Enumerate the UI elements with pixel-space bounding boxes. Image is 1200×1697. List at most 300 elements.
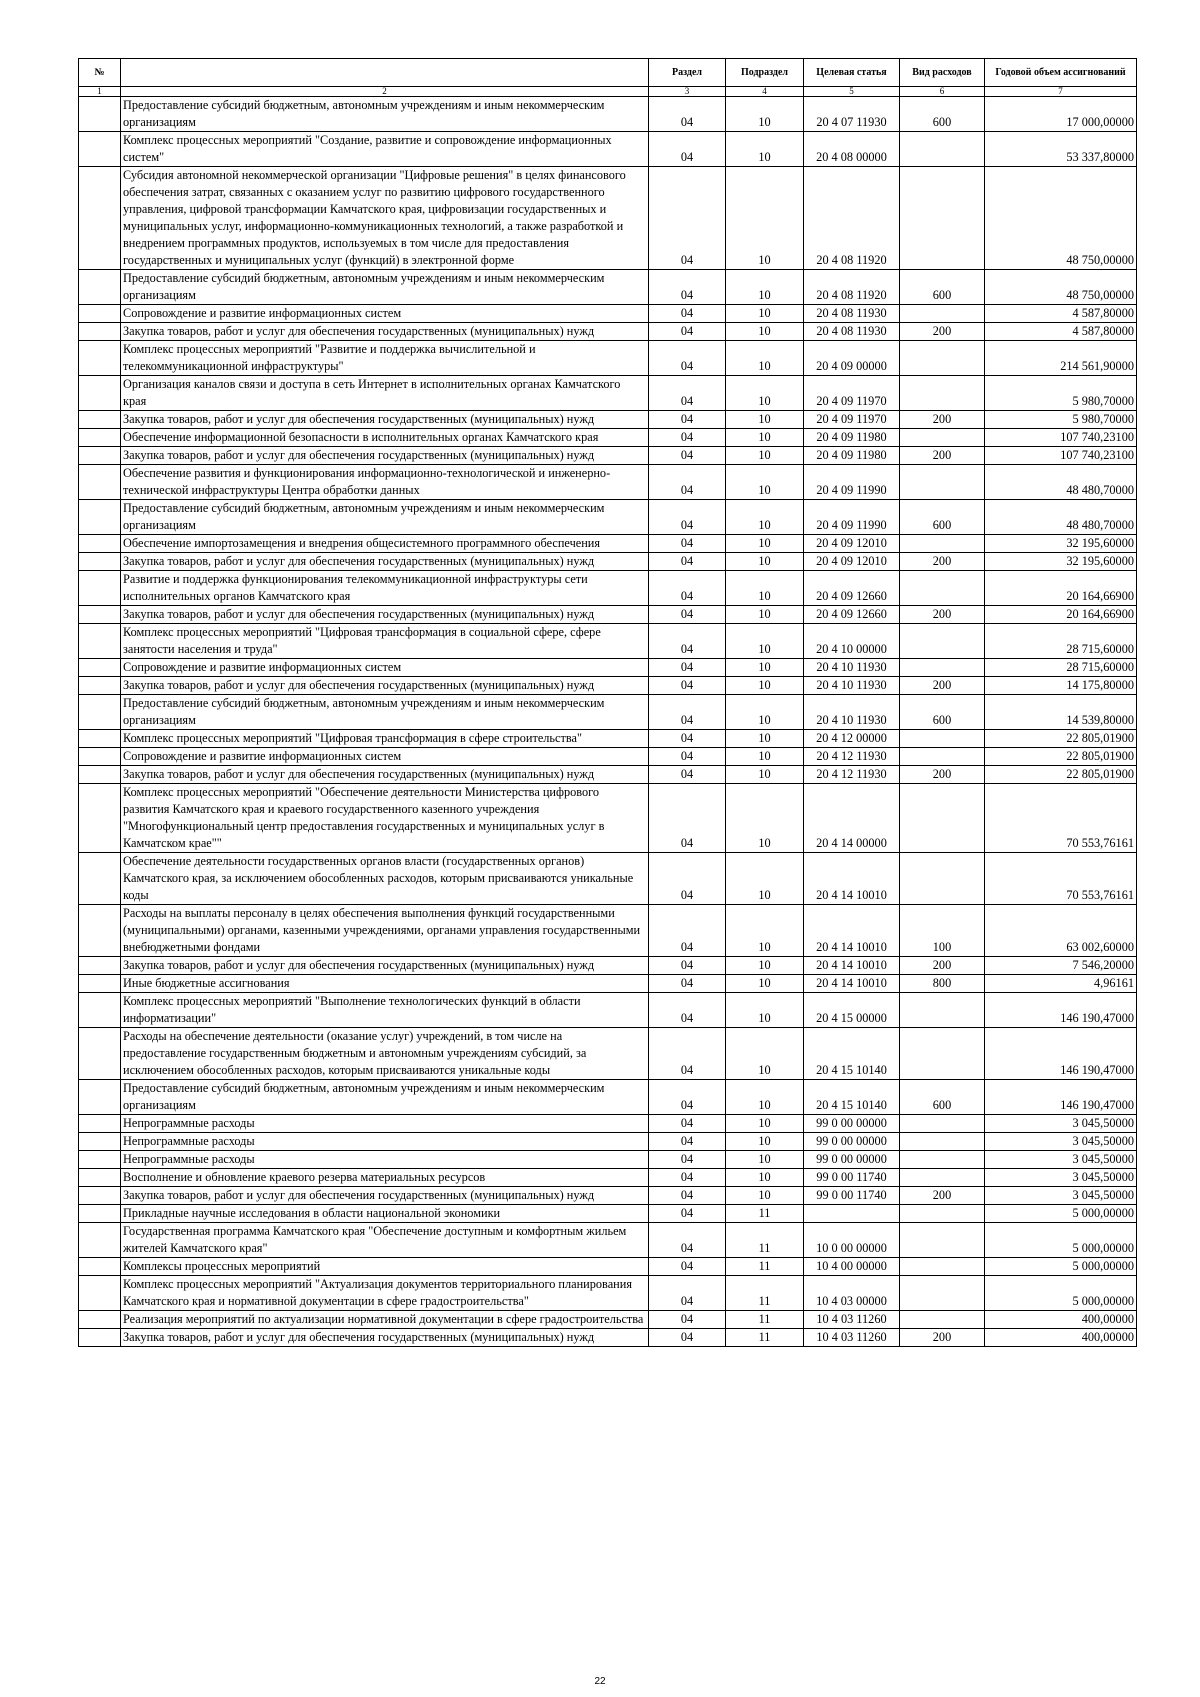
row-razdel-cell: 04 <box>649 1151 726 1169</box>
row-razdel-cell: 04 <box>649 132 726 167</box>
row-amount-cell: 3 045,50000 <box>985 1151 1137 1169</box>
row-number-cell <box>79 1329 121 1347</box>
row-razdel-cell: 04 <box>649 766 726 784</box>
row-razdel-cell: 04 <box>649 993 726 1028</box>
table-row <box>79 305 1137 323</box>
row-article-cell: 20 4 09 11970 <box>804 411 900 429</box>
row-article-cell: 20 4 07 11930 <box>804 97 900 132</box>
table-row <box>79 695 1137 730</box>
row-vid-cell: 200 <box>900 957 985 975</box>
table-row <box>79 1258 1137 1276</box>
table-row <box>79 1329 1137 1347</box>
row-vid-cell <box>900 465 985 500</box>
row-podrazdel-cell: 10 <box>726 1187 804 1205</box>
row-razdel-cell: 04 <box>649 465 726 500</box>
header-podrazdel: Подраздел <box>726 59 804 87</box>
row-vid-cell <box>900 376 985 411</box>
row-name-cell: Комплекс процессных мероприятий "Актуализация документов территориального планирования Камчатского края и нормативной документации в сфере градостроительства" <box>121 1276 649 1311</box>
header-article: Целевая статья <box>804 59 900 87</box>
row-vid-cell: 800 <box>900 975 985 993</box>
row-podrazdel-cell: 10 <box>726 784 804 853</box>
row-article-cell: 20 4 14 10010 <box>804 905 900 957</box>
row-amount-cell: 22 805,01900 <box>985 748 1137 766</box>
row-name-cell: Комплекс процессных мероприятий "Выполнение технологических функций в области информатизации" <box>121 993 649 1028</box>
row-article-cell: 20 4 09 12660 <box>804 606 900 624</box>
row-number-cell <box>79 1311 121 1329</box>
row-vid-cell <box>900 748 985 766</box>
row-name-cell: Комплексы процессных мероприятий <box>121 1258 649 1276</box>
row-podrazdel-cell: 10 <box>726 341 804 376</box>
table-row <box>79 1169 1137 1187</box>
row-podrazdel-cell: 11 <box>726 1205 804 1223</box>
row-amount-cell: 22 805,01900 <box>985 766 1137 784</box>
table-row <box>79 447 1137 465</box>
row-razdel-cell: 04 <box>649 1080 726 1115</box>
row-amount-cell: 17 000,00000 <box>985 97 1137 132</box>
row-vid-cell <box>900 1151 985 1169</box>
row-number-cell <box>79 167 121 270</box>
column-number-row <box>79 87 1137 97</box>
row-article-cell: 20 4 14 10010 <box>804 957 900 975</box>
row-number-cell <box>79 447 121 465</box>
row-podrazdel-cell: 10 <box>726 167 804 270</box>
row-article-cell: 99 0 00 11740 <box>804 1187 900 1205</box>
row-podrazdel-cell: 10 <box>726 957 804 975</box>
row-number-cell <box>79 1080 121 1115</box>
header-number: № <box>79 59 121 87</box>
row-name-cell: Закупка товаров, работ и услуг для обеспечения государственных (муниципальных) нужд <box>121 957 649 975</box>
row-razdel-cell: 04 <box>649 1329 726 1347</box>
table-row <box>79 132 1137 167</box>
table-row <box>79 606 1137 624</box>
table-row <box>79 1205 1137 1223</box>
row-podrazdel-cell: 10 <box>726 659 804 677</box>
table-row <box>79 659 1137 677</box>
row-number-cell <box>79 500 121 535</box>
row-number-cell <box>79 957 121 975</box>
row-name-cell: Обеспечение информационной безопасности в исполнительных органах Камчатского края <box>121 429 649 447</box>
row-vid-cell: 600 <box>900 97 985 132</box>
row-vid-cell: 600 <box>900 500 985 535</box>
row-razdel-cell: 04 <box>649 1276 726 1311</box>
row-amount-cell: 22 805,01900 <box>985 730 1137 748</box>
row-number-cell <box>79 535 121 553</box>
row-article-cell: 99 0 00 00000 <box>804 1133 900 1151</box>
row-name-cell: Закупка товаров, работ и услуг для обеспечения государственных (муниципальных) нужд <box>121 447 649 465</box>
table-row <box>79 853 1137 905</box>
table-row <box>79 1276 1137 1311</box>
row-article-cell: 20 4 14 00000 <box>804 784 900 853</box>
row-podrazdel-cell: 10 <box>726 993 804 1028</box>
row-vid-cell <box>900 624 985 659</box>
row-vid-cell <box>900 341 985 376</box>
row-vid-cell: 200 <box>900 1187 985 1205</box>
row-razdel-cell: 04 <box>649 429 726 447</box>
row-name-cell: Реализация мероприятий по актуализации нормативной документации в сфере градостроительства <box>121 1311 649 1329</box>
row-article-cell: 20 4 12 11930 <box>804 766 900 784</box>
table-row <box>79 730 1137 748</box>
row-article-cell: 99 0 00 11740 <box>804 1169 900 1187</box>
row-podrazdel-cell: 10 <box>726 305 804 323</box>
row-podrazdel-cell: 10 <box>726 500 804 535</box>
table-row <box>79 784 1137 853</box>
row-article-cell: 20 4 09 12660 <box>804 571 900 606</box>
row-vid-cell <box>900 429 985 447</box>
row-number-cell <box>79 341 121 376</box>
row-podrazdel-cell: 10 <box>726 766 804 784</box>
row-number-cell <box>79 853 121 905</box>
row-podrazdel-cell: 10 <box>726 975 804 993</box>
row-podrazdel-cell: 10 <box>726 730 804 748</box>
row-number-cell <box>79 784 121 853</box>
row-podrazdel-cell: 10 <box>726 376 804 411</box>
row-article-cell: 20 4 15 10140 <box>804 1080 900 1115</box>
row-podrazdel-cell: 11 <box>726 1311 804 1329</box>
row-article-cell: 20 4 09 12010 <box>804 535 900 553</box>
row-razdel-cell: 04 <box>649 1311 726 1329</box>
row-name-cell: Закупка товаров, работ и услуг для обеспечения государственных (муниципальных) нужд <box>121 411 649 429</box>
row-razdel-cell: 04 <box>649 1028 726 1080</box>
row-amount-cell: 14 539,80000 <box>985 695 1137 730</box>
row-razdel-cell: 04 <box>649 535 726 553</box>
row-name-cell: Прикладные научные исследования в области национальной экономики <box>121 1205 649 1223</box>
table-row <box>79 535 1137 553</box>
row-name-cell: Закупка товаров, работ и услуг для обеспечения государственных (муниципальных) нужд <box>121 677 649 695</box>
row-number-cell <box>79 695 121 730</box>
row-name-cell: Комплекс процессных мероприятий "Развитие и поддержка вычислительной и телекоммуникационной инфраструктуры" <box>121 341 649 376</box>
row-razdel-cell: 04 <box>649 730 726 748</box>
row-article-cell: 10 4 03 00000 <box>804 1276 900 1311</box>
row-name-cell: Непрограммные расходы <box>121 1133 649 1151</box>
table-body <box>79 97 1137 1347</box>
row-podrazdel-cell: 10 <box>726 1080 804 1115</box>
row-number-cell <box>79 323 121 341</box>
row-amount-cell: 146 190,47000 <box>985 1028 1137 1080</box>
row-amount-cell: 3 045,50000 <box>985 1115 1137 1133</box>
row-razdel-cell: 04 <box>649 376 726 411</box>
row-article-cell: 20 4 12 11930 <box>804 748 900 766</box>
row-name-cell: Восполнение и обновление краевого резерва материальных ресурсов <box>121 1169 649 1187</box>
row-vid-cell: 200 <box>900 766 985 784</box>
row-amount-cell: 14 175,80000 <box>985 677 1137 695</box>
row-vid-cell: 200 <box>900 411 985 429</box>
header-vid: Вид расходов <box>900 59 985 87</box>
row-podrazdel-cell: 10 <box>726 624 804 659</box>
row-number-cell <box>79 766 121 784</box>
row-amount-cell: 48 480,70000 <box>985 465 1137 500</box>
row-name-cell: Сопровождение и развитие информационных систем <box>121 659 649 677</box>
row-number-cell <box>79 411 121 429</box>
row-razdel-cell: 04 <box>649 748 726 766</box>
table-row <box>79 1080 1137 1115</box>
row-razdel-cell: 04 <box>649 500 726 535</box>
column-number: 7 <box>985 87 1137 97</box>
table-row <box>79 500 1137 535</box>
row-razdel-cell: 04 <box>649 1133 726 1151</box>
row-podrazdel-cell: 10 <box>726 1133 804 1151</box>
row-number-cell <box>79 571 121 606</box>
row-article-cell <box>804 1205 900 1223</box>
row-razdel-cell: 04 <box>649 784 726 853</box>
row-razdel-cell: 04 <box>649 553 726 571</box>
row-podrazdel-cell: 10 <box>726 1151 804 1169</box>
row-podrazdel-cell: 10 <box>726 1169 804 1187</box>
row-razdel-cell: 04 <box>649 270 726 305</box>
table-row <box>79 323 1137 341</box>
row-razdel-cell: 04 <box>649 1258 726 1276</box>
row-article-cell: 20 4 10 00000 <box>804 624 900 659</box>
row-number-cell <box>79 659 121 677</box>
row-amount-cell: 5 980,70000 <box>985 411 1137 429</box>
row-vid-cell <box>900 1205 985 1223</box>
row-article-cell: 20 4 15 00000 <box>804 993 900 1028</box>
row-vid-cell: 200 <box>900 606 985 624</box>
row-amount-cell: 5 980,70000 <box>985 376 1137 411</box>
row-vid-cell <box>900 1276 985 1311</box>
row-amount-cell: 400,00000 <box>985 1329 1137 1347</box>
row-podrazdel-cell: 10 <box>726 411 804 429</box>
row-amount-cell: 7 546,20000 <box>985 957 1137 975</box>
row-name-cell: Предоставление субсидий бюджетным, автономным учреждениям и иным некоммерческим организациям <box>121 695 649 730</box>
row-article-cell: 20 4 12 00000 <box>804 730 900 748</box>
row-name-cell: Комплекс процессных мероприятий "Обеспечение деятельности Министерства цифрового развития Камчатского края и краевого государственного казенного учреждения "Многофункциональный центр предоставления государственных и муниципальных услуг в Камчатском крае"" <box>121 784 649 853</box>
row-vid-cell: 600 <box>900 1080 985 1115</box>
row-article-cell: 20 4 09 11990 <box>804 465 900 500</box>
header-name <box>121 59 649 87</box>
row-number-cell <box>79 624 121 659</box>
table-row <box>79 1223 1137 1258</box>
row-article-cell: 20 4 09 00000 <box>804 341 900 376</box>
row-podrazdel-cell: 10 <box>726 695 804 730</box>
row-razdel-cell: 04 <box>649 1169 726 1187</box>
row-article-cell: 20 4 09 11970 <box>804 376 900 411</box>
row-amount-cell: 5 000,00000 <box>985 1276 1137 1311</box>
table-row <box>79 571 1137 606</box>
table-row <box>79 905 1137 957</box>
table-row <box>79 429 1137 447</box>
header-row <box>79 59 1137 87</box>
table-row <box>79 975 1137 993</box>
table-row <box>79 411 1137 429</box>
row-podrazdel-cell: 10 <box>726 853 804 905</box>
row-amount-cell: 5 000,00000 <box>985 1205 1137 1223</box>
budget-table <box>78 58 1137 1347</box>
row-razdel-cell: 04 <box>649 1187 726 1205</box>
row-number-cell <box>79 1115 121 1133</box>
row-amount-cell: 5 000,00000 <box>985 1258 1137 1276</box>
row-amount-cell: 107 740,23100 <box>985 447 1137 465</box>
row-name-cell: Комплекс процессных мероприятий "Создание, развитие и сопровождение информационных систем" <box>121 132 649 167</box>
row-name-cell: Закупка товаров, работ и услуг для обеспечения государственных (муниципальных) нужд <box>121 1329 649 1347</box>
row-razdel-cell: 04 <box>649 695 726 730</box>
row-name-cell: Организация каналов связи и доступа в сеть Интернет в исполнительных органах Камчатского края <box>121 376 649 411</box>
row-number-cell <box>79 1276 121 1311</box>
row-article-cell: 10 0 00 00000 <box>804 1223 900 1258</box>
row-razdel-cell: 04 <box>649 97 726 132</box>
row-article-cell: 20 4 09 11990 <box>804 500 900 535</box>
row-number-cell <box>79 1028 121 1080</box>
row-vid-cell <box>900 1223 985 1258</box>
row-article-cell: 20 4 08 11920 <box>804 167 900 270</box>
table-row <box>79 993 1137 1028</box>
table-row <box>79 624 1137 659</box>
row-podrazdel-cell: 10 <box>726 677 804 695</box>
row-amount-cell: 48 480,70000 <box>985 500 1137 535</box>
row-vid-cell: 200 <box>900 677 985 695</box>
row-number-cell <box>79 1205 121 1223</box>
table-row <box>79 1151 1137 1169</box>
table-row <box>79 270 1137 305</box>
row-vid-cell: 200 <box>900 323 985 341</box>
row-amount-cell: 32 195,60000 <box>985 553 1137 571</box>
row-razdel-cell: 04 <box>649 571 726 606</box>
row-article-cell: 20 4 08 11930 <box>804 323 900 341</box>
row-amount-cell: 70 553,76161 <box>985 784 1137 853</box>
page-number: 22 <box>594 1676 606 1687</box>
table-row <box>79 341 1137 376</box>
row-name-cell: Обеспечение импортозамещения и внедрения общесистемного программного обеспечения <box>121 535 649 553</box>
row-article-cell: 20 4 10 11930 <box>804 677 900 695</box>
row-name-cell: Сопровождение и развитие информационных систем <box>121 748 649 766</box>
row-amount-cell: 32 195,60000 <box>985 535 1137 553</box>
header-razdel: Раздел <box>649 59 726 87</box>
row-vid-cell: 200 <box>900 553 985 571</box>
row-vid-cell: 600 <box>900 270 985 305</box>
row-number-cell <box>79 429 121 447</box>
table-row <box>79 766 1137 784</box>
row-vid-cell <box>900 1028 985 1080</box>
row-amount-cell: 5 000,00000 <box>985 1223 1137 1258</box>
row-number-cell <box>79 677 121 695</box>
row-podrazdel-cell: 10 <box>726 748 804 766</box>
column-number: 2 <box>121 87 649 97</box>
row-article-cell: 20 4 10 11930 <box>804 659 900 677</box>
row-number-cell <box>79 553 121 571</box>
row-number-cell <box>79 376 121 411</box>
row-razdel-cell: 04 <box>649 447 726 465</box>
row-name-cell: Закупка товаров, работ и услуг для обеспечения государственных (муниципальных) нужд <box>121 766 649 784</box>
row-amount-cell: 63 002,60000 <box>985 905 1137 957</box>
row-razdel-cell: 04 <box>649 905 726 957</box>
row-amount-cell: 48 750,00000 <box>985 167 1137 270</box>
row-razdel-cell: 04 <box>649 975 726 993</box>
row-podrazdel-cell: 10 <box>726 323 804 341</box>
row-podrazdel-cell: 10 <box>726 1028 804 1080</box>
row-article-cell: 20 4 08 11930 <box>804 305 900 323</box>
row-podrazdel-cell: 10 <box>726 571 804 606</box>
row-name-cell: Обеспечение деятельности государственных органов власти (государственных органов) Камчатского края, за исключением обособленных расходов, которым присваиваются уникальные коды <box>121 853 649 905</box>
row-amount-cell: 400,00000 <box>985 1311 1137 1329</box>
row-podrazdel-cell: 10 <box>726 553 804 571</box>
row-podrazdel-cell: 11 <box>726 1223 804 1258</box>
row-name-cell: Комплекс процессных мероприятий "Цифровая трансформация в сфере строительства" <box>121 730 649 748</box>
row-vid-cell <box>900 784 985 853</box>
row-name-cell: Субсидия автономной некоммерческой организации "Цифровые решения" в целях финансового обеспечения затрат, связанных с оказанием услуг по развитию цифрового государственного управления, цифровой трансформации Камчатского края, цифровизации государственных и муниципальных услуг, информационно-коммуникационных технологий, а также разработкой и внедрением программных продуктов, используемых в том числе для предоставления государственных и муниципальных услуг (функций) в электронной форме <box>121 167 649 270</box>
row-amount-cell: 20 164,66900 <box>985 606 1137 624</box>
row-podrazdel-cell: 10 <box>726 132 804 167</box>
row-article-cell: 20 4 15 10140 <box>804 1028 900 1080</box>
row-name-cell: Непрограммные расходы <box>121 1115 649 1133</box>
row-name-cell: Государственная программа Камчатского края "Обеспечение доступным и комфортным жильем жителей Камчатского края" <box>121 1223 649 1258</box>
row-amount-cell: 53 337,80000 <box>985 132 1137 167</box>
row-name-cell: Закупка товаров, работ и услуг для обеспечения государственных (муниципальных) нужд <box>121 1187 649 1205</box>
row-name-cell: Непрограммные расходы <box>121 1151 649 1169</box>
row-amount-cell: 214 561,90000 <box>985 341 1137 376</box>
row-name-cell: Обеспечение развития и функционирования информационно-технологической и инженерно-технической инфраструктуры Центра обработки данных <box>121 465 649 500</box>
row-amount-cell: 4 587,80000 <box>985 305 1137 323</box>
row-vid-cell: 600 <box>900 695 985 730</box>
row-vid-cell <box>900 1133 985 1151</box>
row-number-cell <box>79 905 121 957</box>
row-podrazdel-cell: 10 <box>726 1115 804 1133</box>
row-vid-cell <box>900 993 985 1028</box>
row-razdel-cell: 04 <box>649 323 726 341</box>
table-row <box>79 957 1137 975</box>
row-amount-cell: 107 740,23100 <box>985 429 1137 447</box>
row-number-cell <box>79 132 121 167</box>
column-number: 5 <box>804 87 900 97</box>
row-vid-cell <box>900 1258 985 1276</box>
row-name-cell: Иные бюджетные ассигнования <box>121 975 649 993</box>
column-number: 3 <box>649 87 726 97</box>
table-row <box>79 167 1137 270</box>
row-name-cell: Предоставление субсидий бюджетным, автономным учреждениям и иным некоммерческим организациям <box>121 500 649 535</box>
row-article-cell: 10 4 00 00000 <box>804 1258 900 1276</box>
row-podrazdel-cell: 10 <box>726 270 804 305</box>
row-name-cell: Закупка товаров, работ и услуг для обеспечения государственных (муниципальных) нужд <box>121 606 649 624</box>
row-name-cell: Закупка товаров, работ и услуг для обеспечения государственных (муниципальных) нужд <box>121 553 649 571</box>
row-number-cell <box>79 1133 121 1151</box>
row-vid-cell <box>900 571 985 606</box>
row-podrazdel-cell: 11 <box>726 1276 804 1311</box>
row-number-cell <box>79 270 121 305</box>
row-razdel-cell: 04 <box>649 957 726 975</box>
row-number-cell <box>79 305 121 323</box>
row-number-cell <box>79 1223 121 1258</box>
row-article-cell: 20 4 14 10010 <box>804 853 900 905</box>
row-razdel-cell: 04 <box>649 167 726 270</box>
row-razdel-cell: 04 <box>649 659 726 677</box>
row-podrazdel-cell: 10 <box>726 429 804 447</box>
row-amount-cell: 28 715,60000 <box>985 659 1137 677</box>
row-name-cell: Закупка товаров, работ и услуг для обеспечения государственных (муниципальных) нужд <box>121 323 649 341</box>
row-razdel-cell: 04 <box>649 411 726 429</box>
row-amount-cell: 3 045,50000 <box>985 1187 1137 1205</box>
header-amount: Годовой объем ассигнований <box>985 59 1137 87</box>
row-podrazdel-cell: 11 <box>726 1329 804 1347</box>
row-razdel-cell: 04 <box>649 853 726 905</box>
row-podrazdel-cell: 10 <box>726 447 804 465</box>
row-podrazdel-cell: 10 <box>726 606 804 624</box>
row-amount-cell: 3 045,50000 <box>985 1169 1137 1187</box>
row-vid-cell <box>900 659 985 677</box>
row-amount-cell: 146 190,47000 <box>985 993 1137 1028</box>
table-row <box>79 465 1137 500</box>
row-amount-cell: 28 715,60000 <box>985 624 1137 659</box>
row-article-cell: 10 4 03 11260 <box>804 1311 900 1329</box>
row-amount-cell: 3 045,50000 <box>985 1133 1137 1151</box>
row-name-cell: Расходы на выплаты персоналу в целях обеспечения выполнения функций государственными (муниципальными) органами, казенными учреждениями, органами управления государственными внебюджетными фондами <box>121 905 649 957</box>
row-razdel-cell: 04 <box>649 1115 726 1133</box>
row-razdel-cell: 04 <box>649 341 726 376</box>
row-number-cell <box>79 606 121 624</box>
row-name-cell: Развитие и поддержка функционирования телекоммуникационной инфраструктуры сети исполнительных органов Камчатского края <box>121 571 649 606</box>
row-article-cell: 20 4 08 00000 <box>804 132 900 167</box>
row-article-cell: 99 0 00 00000 <box>804 1115 900 1133</box>
row-article-cell: 20 4 09 12010 <box>804 553 900 571</box>
row-vid-cell <box>900 1115 985 1133</box>
row-podrazdel-cell: 10 <box>726 905 804 957</box>
